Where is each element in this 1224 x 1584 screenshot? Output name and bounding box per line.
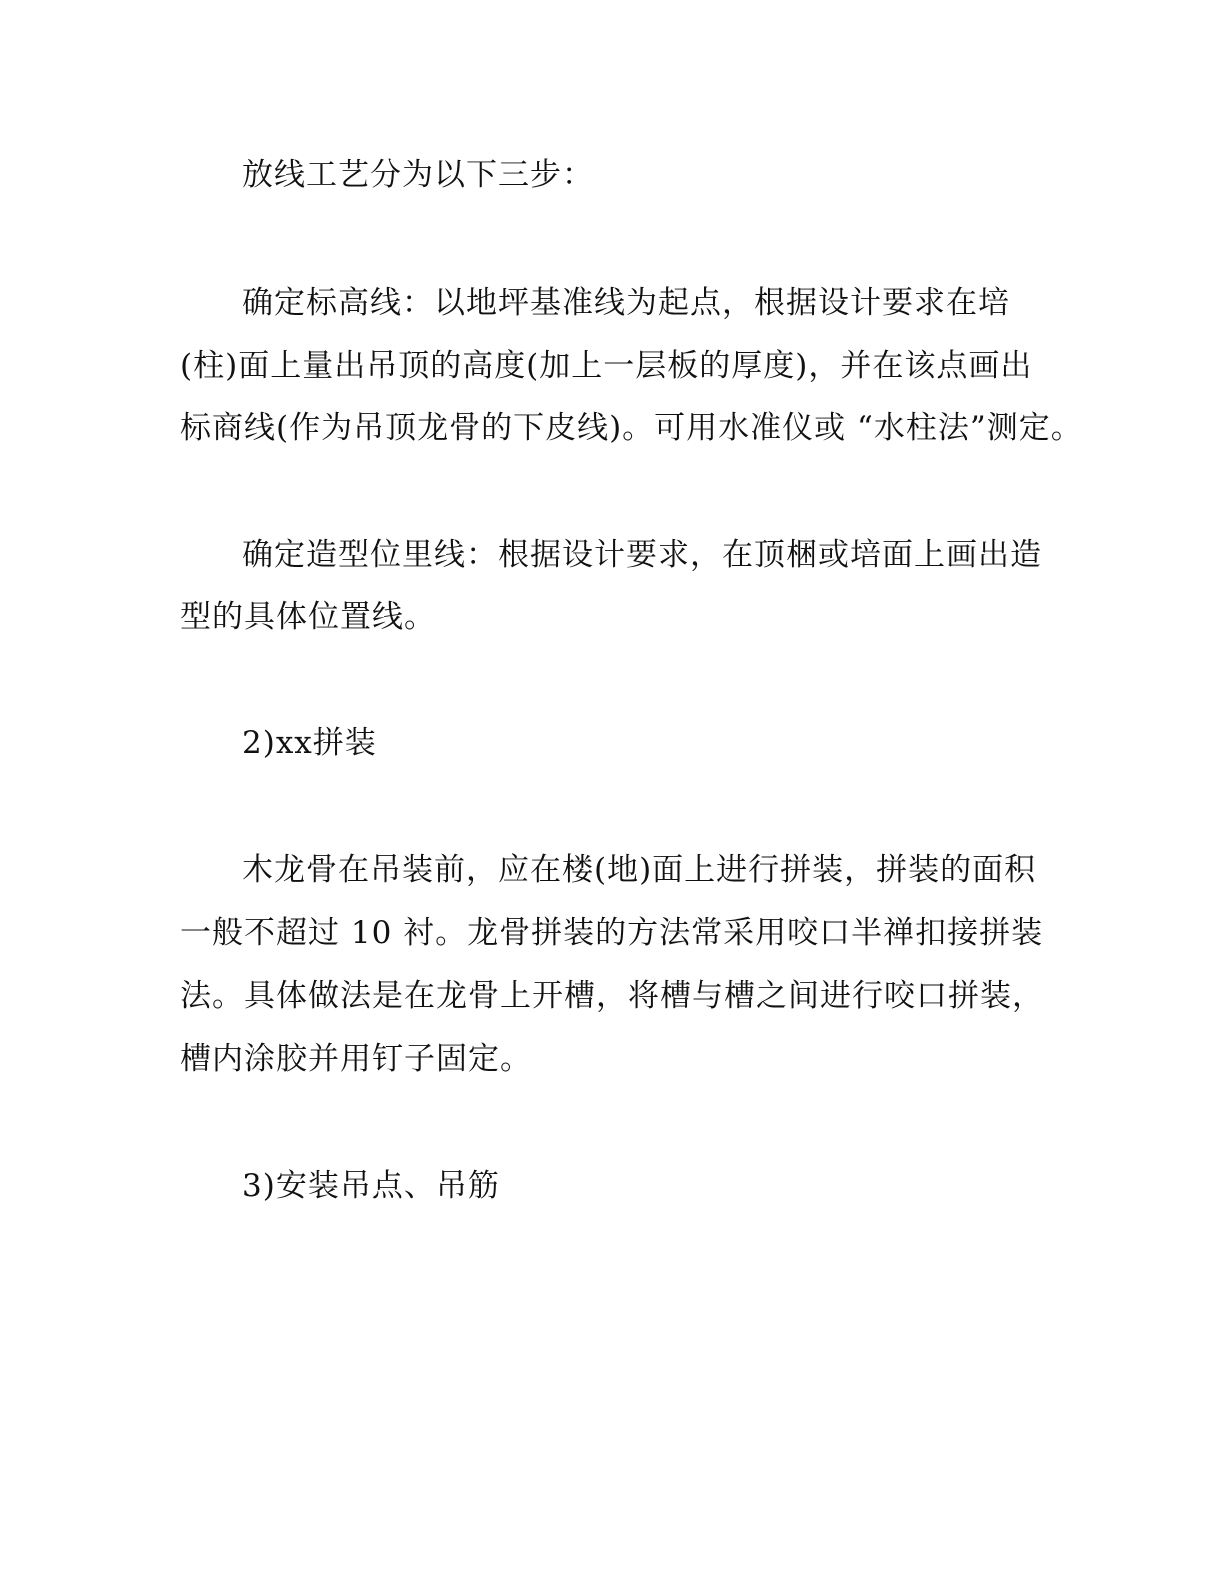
- section-heading-assembly: 2)xx拼装: [242, 725, 377, 761]
- paragraph-intro: 放线工艺分为以下三步：: [242, 157, 594, 193]
- paragraph-assembly-line-3: 法。具体做法是在龙骨上开槽，将槽与槽之间进行咬口拼装，: [180, 978, 1044, 1014]
- paragraph-elevation-line-2: (柱)面上量出吊顶的高度(加上一层板的厚度)，并在该点画出: [180, 348, 1033, 384]
- paragraph-assembly-line-4: 槽内涂胶并用钉子固定。: [180, 1041, 532, 1077]
- section-heading-hanging-points: 3)安装吊点、吊筋: [242, 1168, 500, 1204]
- paragraph-elevation-line-3: 标商线(作为吊顶龙骨的下皮线)。可用水准仪或 “水柱法”测定。: [180, 410, 1083, 446]
- paragraph-assembly-line-1: 木龙骨在吊装前，应在楼(地)面上进行拼装，拼装的面积: [242, 852, 1037, 888]
- paragraph-elevation-line-1: 确定标高线：以地坪基准线为起点，根据设计要求在培: [242, 285, 1010, 321]
- paragraph-shape-line-2: 型的具体位置线。: [180, 599, 436, 635]
- paragraph-shape-line-1: 确定造型位里线：根据设计要求，在顶梱或培面上画出造: [242, 537, 1042, 573]
- paragraph-assembly-line-2: 一般不超过 10 衬。龙骨拼装的方法常采用咬口半禅扣接拼装: [180, 915, 1044, 951]
